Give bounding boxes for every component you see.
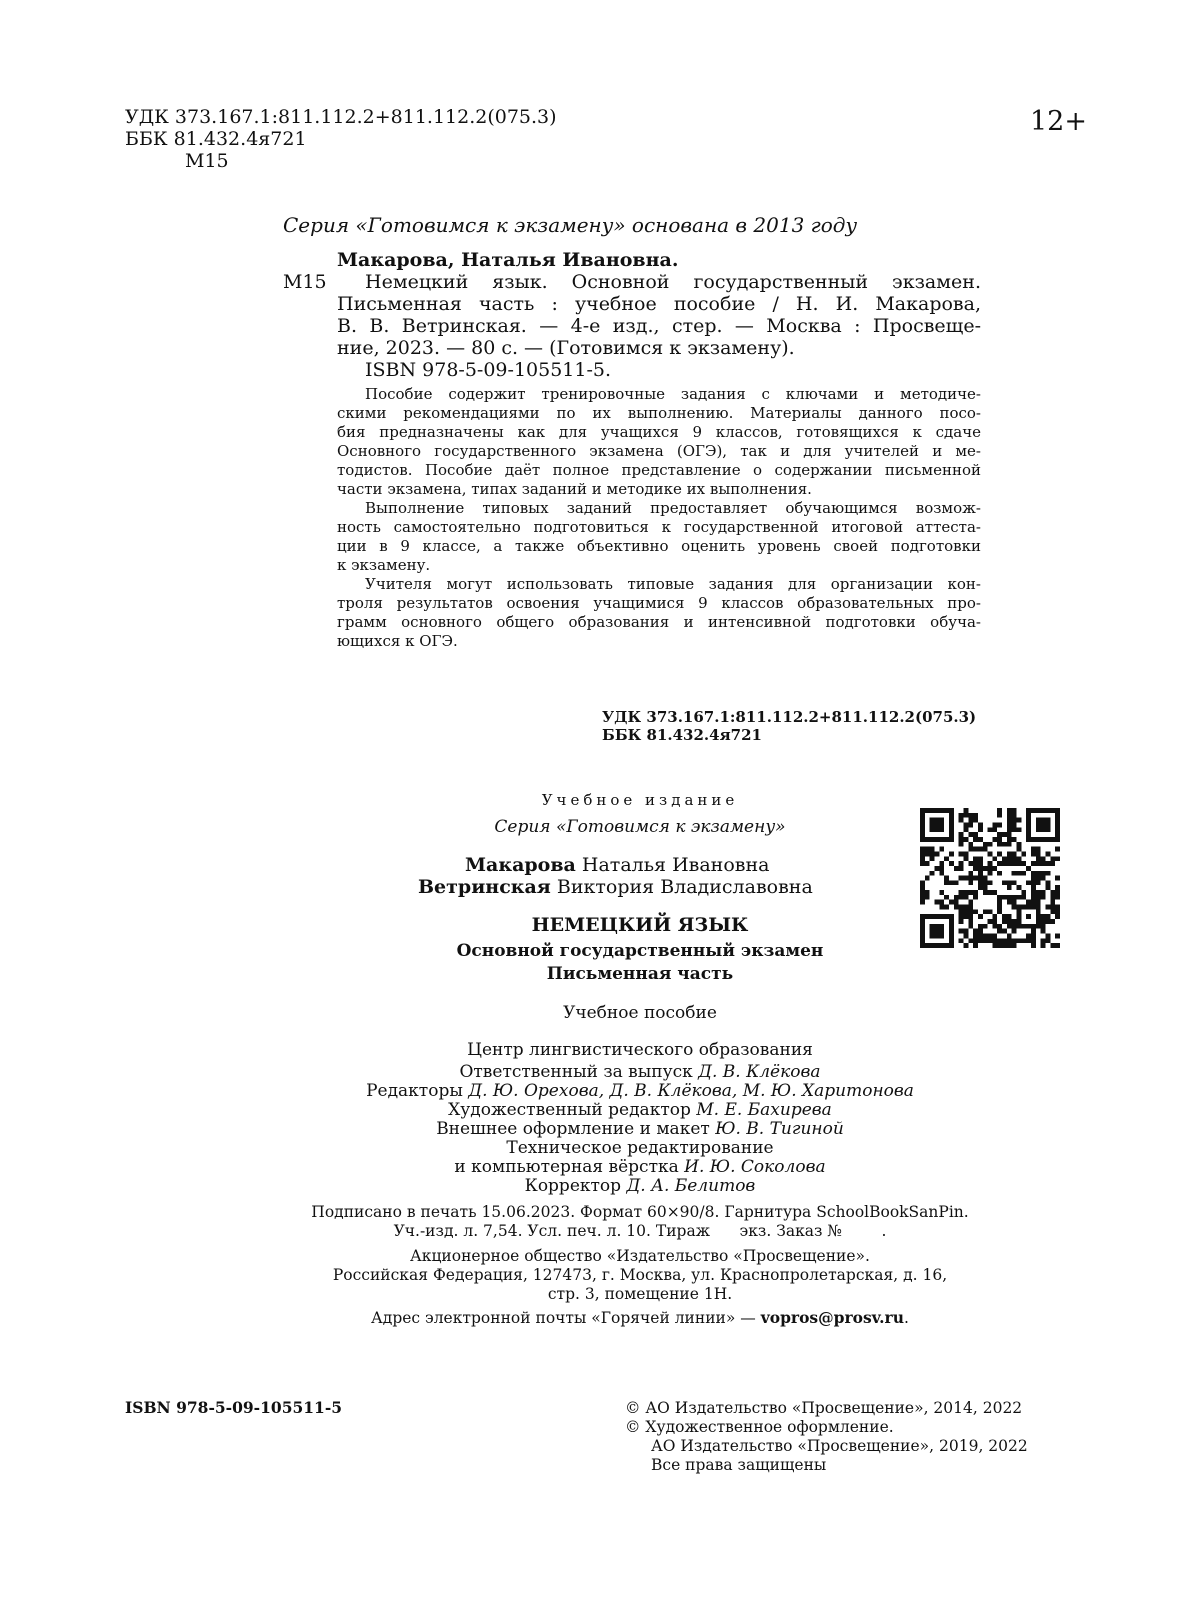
abstract-line: Пособие содержит тренировочные задания с ключами и методиче- [365, 385, 981, 403]
series-note: Серия «Готовимся к экзамену» основана в 2013 году [283, 213, 858, 237]
center-name: Центр лингвистического образования [467, 1040, 813, 1060]
footer-isbn: ISBN 978-5-09-105511-5 [125, 1398, 343, 1417]
credit-name: Д. А. Белитов [626, 1176, 756, 1196]
abstract-line: Учителя могут использовать типовые задания для организации кон- [365, 575, 981, 593]
catalog-line: Письменная часть : учебное пособие / Н. И. Макарова, [337, 293, 981, 315]
email-end: . [904, 1309, 909, 1327]
author-2-last: Ветринская [418, 876, 551, 898]
age-rating: 12+ [1030, 106, 1087, 137]
abstract-line: скими рекомендациями по их выполнению. Материалы данного посо- [337, 404, 981, 422]
publisher-1: Акционерное общество «Издательство «Просвещение». [410, 1247, 870, 1265]
book-subtitle-2: Письменная часть [546, 964, 734, 984]
publisher-3: стр. 3, помещение 1Н. [547, 1285, 733, 1303]
abstract-line: троля результатов освоения учащимися 9 классов образовательных про- [337, 594, 981, 612]
abstract-line: Выполнение типовых заданий предоставляет обучающимся возмож- [365, 499, 981, 517]
credit-design [300, 1120, 980, 1138]
author-2-rest: Виктория Владиславовна [556, 876, 813, 898]
book-subtitle-1: Основной государственный экзамен [456, 941, 824, 961]
abstract-line: тодистов. Пособие даёт полное представление о содержании письменной [337, 461, 981, 479]
email-address[interactable]: vopros@prosv.ru [760, 1308, 904, 1327]
credit-label: Ответственный за выпуск [459, 1062, 693, 1082]
credit-label: Корректор [524, 1176, 622, 1196]
author-1 [465, 855, 769, 876]
catalog-code: М15 [283, 271, 327, 293]
book-title: НЕМЕЦКИЙ ЯЗЫК [531, 914, 749, 936]
credit-name: Д. Ю. Орехова, Д. В. Клёкова, М. Ю. Харитонова [468, 1081, 914, 1101]
abstract-line: ющихся к ОГЭ. [337, 632, 458, 650]
header-bbk: ББК 81.432.4я721 [125, 128, 307, 150]
email-label: Адрес электронной почты «Горячей линии» — [371, 1309, 756, 1327]
credit-responsible [300, 1063, 980, 1081]
abstract-line: Основного государственного экзамена (ОГЭ), так и для учителей и ме- [337, 442, 981, 460]
credit-name: Д. В. Клёкова [698, 1062, 821, 1082]
author-1-last: Макарова [465, 854, 576, 876]
email-line [250, 1309, 1030, 1327]
credit-corrector [300, 1177, 980, 1195]
header-mark: М15 [185, 150, 229, 172]
catalog-line: В. В. Ветринская. — 4-е изд., стер. — Москва : Просвеще- [337, 315, 981, 337]
abstract-line: бия предназначены как для учащихся 9 классов, готовящихся к сдаче [337, 423, 981, 441]
abstract-line: ность самостоятельно подготовиться к государственной итоговой аттеста- [337, 518, 981, 536]
credit-label: Художественный редактор [448, 1100, 691, 1120]
codes-bbk: ББК 81.432.4я721 [602, 726, 762, 744]
qr-code-icon [920, 808, 1060, 948]
edition-type: Учебное издание [541, 791, 739, 809]
catalog-line: Немецкий язык. Основной государственный экзамен. [365, 271, 981, 293]
abstract-line: ции в 9 классе, а также объективно оценить уровень своей подготовки [337, 537, 981, 555]
catalog-author: Макарова, Наталья Ивановна. [337, 249, 679, 271]
author-1-rest: Наталья Ивановна [581, 854, 770, 876]
print-info-1: Подписано в печать 15.06.2023. Формат 60×90/8. Гарнитура SchoolBookSanPin. [311, 1203, 969, 1221]
codes-udk: УДК 373.167.1:811.112.2+811.112.2(075.3) [602, 708, 977, 726]
copyright-2: © Художественное оформление. [625, 1418, 894, 1436]
publisher-2: Российская Федерация, 127473, г. Москва, ул. Краснопролетарская, д. 16, [332, 1266, 948, 1284]
author-2 [418, 877, 813, 898]
abstract-line: части экзамена, типах заданий и методике их выполнения. [337, 480, 812, 498]
imprint-series: Серия «Готовимся к экзамену» [494, 817, 786, 837]
catalog-line: ние, 2023. — 80 с. — (Готовимся к экзамену). [337, 337, 795, 359]
catalog-isbn: ISBN 978-5-09-105511-5. [365, 359, 612, 381]
header-udk: УДК 373.167.1:811.112.2+811.112.2(075.3) [125, 106, 557, 128]
print-info-2: Уч.-изд. л. 7,54. Усл. печ. л. 10. Тираж экз. Заказ № . [393, 1222, 887, 1240]
credit-label: Внешнее оформление и макет [436, 1119, 710, 1139]
book-kind: Учебное пособие [563, 1003, 717, 1023]
credit-art-editor [300, 1101, 980, 1119]
credit-tech [300, 1158, 980, 1176]
credit-name: М. Е. Бахирева [696, 1100, 832, 1120]
credit-label: Редакторы [366, 1081, 463, 1101]
credit-name: Ю. В. Тигиной [715, 1119, 844, 1139]
copyright-3: АО Издательство «Просвещение», 2019, 2022 [651, 1437, 1028, 1455]
abstract-line: грамм основного общего образования и интенсивной подготовки обуча- [337, 613, 981, 631]
abstract-line: к экзамену. [337, 556, 431, 574]
credit-label: и компьютерная вёрстка [454, 1157, 679, 1177]
credit-editors [280, 1082, 1000, 1100]
credit-tech-label: Техническое редактирование [506, 1138, 774, 1158]
copyright-4: Все права защищены [651, 1456, 827, 1474]
credit-name: И. Ю. Соколова [684, 1157, 826, 1177]
copyright-1: © АО Издательство «Просвещение», 2014, 2022 [625, 1399, 1023, 1417]
